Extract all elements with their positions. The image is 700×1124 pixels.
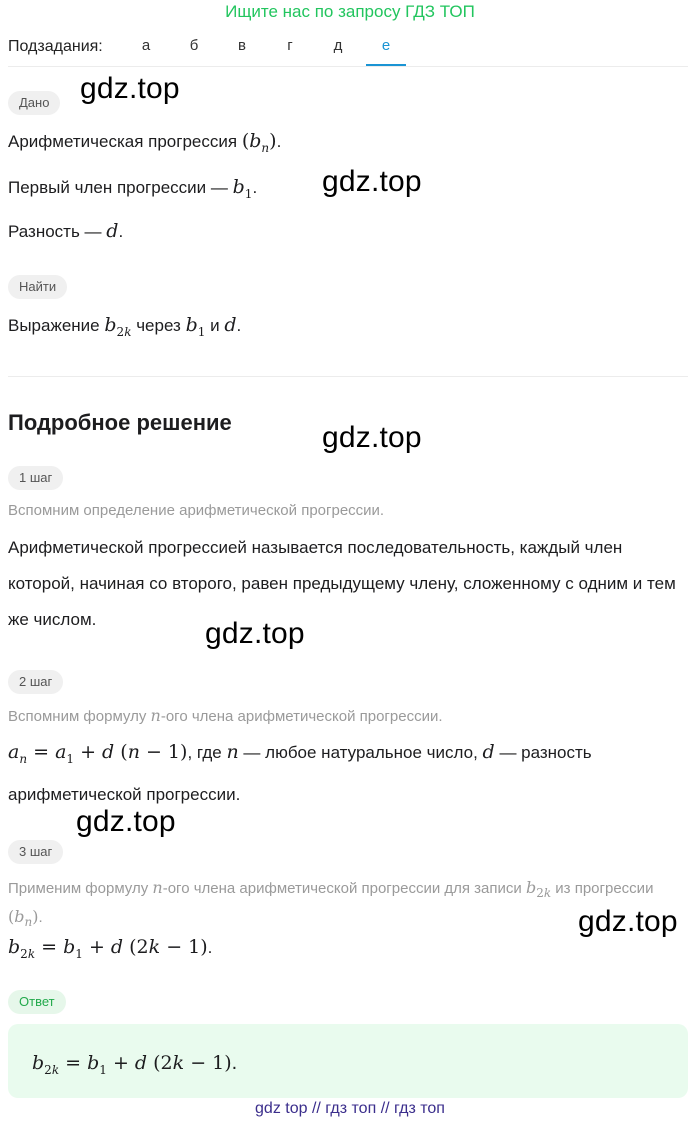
find-text-middle: через xyxy=(136,316,181,335)
step-2-formula: $a_n = a_1 + d$ (n − 1) xyxy=(8,741,188,766)
given-difference: Разность — d. xyxy=(8,220,124,242)
given-badge: Дано xyxy=(8,91,60,115)
subtask-tab-e[interactable]: е xyxy=(366,28,406,66)
answer-badge: Ответ xyxy=(8,990,66,1014)
step-2-body-diff: — разность арифметической прогрессии. xyxy=(8,743,592,804)
subtask-tab-v[interactable]: в xyxy=(238,37,246,54)
step-3-formula: $b_{2k} = b_1 + d$ (2k − 1). xyxy=(8,936,213,961)
subtask-tab-b[interactable]: б xyxy=(189,37,199,54)
step-2-body-natural: — любое натуральное число, xyxy=(243,743,478,762)
find-b2k: $b_{2k}$ xyxy=(104,314,132,339)
step-3-hint-b2k: $b_{2k}$ xyxy=(525,878,552,901)
given-first-term: Первый член прогрессии — $b_1$. xyxy=(8,176,258,201)
step-2-hint xyxy=(8,706,692,725)
step-2-d: d xyxy=(482,741,495,763)
given-progression: Арифметическая прогрессия $(b_n)$. xyxy=(8,130,282,155)
given-difference-formula: d xyxy=(106,220,119,242)
step-3-hint-before: Применим формулу xyxy=(8,880,149,897)
find-badge: Найти xyxy=(8,275,67,299)
step-3-hint-middle: -ого члена арифметической прогрессии для записи xyxy=(162,880,522,897)
watermark: gdz.top xyxy=(322,421,422,454)
step-1-hint: Вспомним определение арифметической прогрессии. xyxy=(8,502,385,519)
given-progression-text: Арифметическая прогрессия xyxy=(8,132,238,151)
subtask-tab-d[interactable]: д xyxy=(333,37,343,54)
find-b1: $b_1$ xyxy=(185,314,206,339)
answer-formula: $b_{2k} = b_1 + d$ (2k − 1). xyxy=(32,1052,238,1077)
step-3-badge: 3 шаг xyxy=(8,840,63,864)
given-first-term-text: Первый член прогрессии — xyxy=(8,178,228,197)
watermark: gdz.top xyxy=(80,72,180,105)
step-3-hint-bn: $(b_n)$ xyxy=(8,907,39,930)
step-2-hint-n: n xyxy=(150,706,161,725)
find-d: d xyxy=(224,314,237,336)
step-2-n: n xyxy=(226,741,239,763)
step-2-hint-before: Вспомним формулу xyxy=(8,708,147,725)
watermark: gdz.top xyxy=(578,905,678,938)
find-text-before: Выражение xyxy=(8,316,100,335)
given-first-term-formula: $b_1$ xyxy=(232,176,253,201)
solution-title: Подробное решение xyxy=(8,410,232,435)
given-progression-formula: $(b_n)$ xyxy=(241,130,277,155)
step-1-badge: 1 шаг xyxy=(8,466,63,490)
promo-banner: Ищите нас по запросу ГДЗ ТОП xyxy=(225,2,475,21)
step-3-hint-from: из прогрессии xyxy=(555,880,654,897)
subtasks-label: Подзадания: xyxy=(8,38,103,55)
given-difference-text: Разность — xyxy=(8,222,102,241)
step-2-body xyxy=(8,734,692,813)
step-3-hint: Применим формулу n-ого члена арифметической прогрессии для записи $b_{2k}$ из прогрессии $(b_n)$. xyxy=(8,878,654,930)
subtask-tab-g[interactable]: г xyxy=(287,37,293,54)
answer-box xyxy=(8,1024,688,1098)
answer-formula-expr: $b_{2k} = b_1 + d$ (2k − 1) xyxy=(32,1052,232,1077)
subtask-tabs xyxy=(126,28,414,66)
section-divider xyxy=(8,376,688,377)
step-3-formula-expr: $b_{2k} = b_1 + d$ (2k − 1) xyxy=(8,936,208,961)
footer-links: gdz top // гдз топ // гдз топ xyxy=(255,1100,445,1117)
step-2-badge: 2 шаг xyxy=(8,670,63,694)
subtask-tab-a[interactable]: а xyxy=(141,37,151,54)
watermark: gdz.top xyxy=(76,805,176,838)
step-2-body-where: , где xyxy=(187,743,222,762)
find-expression: Выражение $b_{2k}$ через $b_1$ и d. xyxy=(8,314,242,339)
watermark: gdz.top xyxy=(205,617,305,650)
find-text-and: и xyxy=(210,316,220,335)
step-1-body: Арифметической прогрессией называется последовательность, каждый член которой, начиная со второго, равен предыдущему члену, сложенному с одним и тем же числом. xyxy=(8,538,676,629)
step-3-hint-n: n xyxy=(152,878,163,897)
step-2-hint-after: -ого члена арифметической прогрессии. xyxy=(160,708,443,725)
subtasks-bar xyxy=(8,28,688,67)
watermark: gdz.top xyxy=(322,165,422,198)
